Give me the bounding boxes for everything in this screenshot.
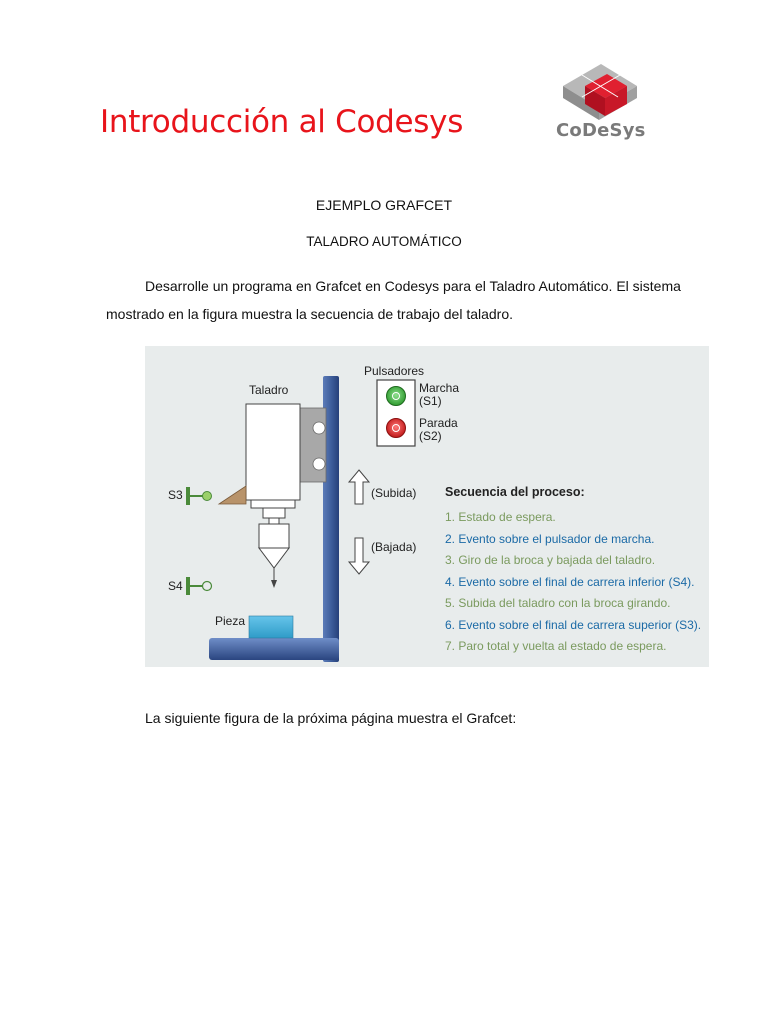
- sequence-step: 6. Evento sobre el final de carrera superior (S3).: [445, 617, 702, 632]
- bracket-plate: [300, 408, 326, 482]
- piece-label: Pieza: [215, 614, 246, 628]
- next-figure-paragraph: [106, 704, 686, 732]
- pushbutton-panel: [377, 380, 415, 446]
- page-title: Introducción al Codesys: [100, 104, 464, 140]
- down-arrow-icon: [349, 538, 369, 574]
- sequence-step: 3. Giro de la broca y bajada del taladro.: [445, 553, 656, 567]
- intro-paragraph: [106, 272, 686, 328]
- s4-label: S4: [168, 579, 183, 593]
- down-label: (Bajada): [371, 540, 417, 554]
- section-subtitle: TALADRO AUTOMÁTICO: [306, 234, 462, 249]
- sequence-step: 4. Evento sobre el final de carrera inferior (S4).: [445, 574, 695, 589]
- section-heading: EJEMPLO GRAFCET: [315, 197, 453, 213]
- sequence-step: 7. Paro total y vuelta al estado de espera.: [445, 639, 667, 653]
- sequence-step: 5. Subida del taladro con la broca girando.: [445, 596, 671, 610]
- sequence-title: Secuencia del proceso:: [445, 485, 585, 499]
- intro-text: Desarrolle un programa en Grafcet en Codesys para el Taladro Automático. El sistema mostrado en la figura muestra la secuencia de trabajo del taladro.: [106, 278, 681, 322]
- base: [209, 638, 339, 660]
- sequence-step: 1. Estado de espera.: [445, 510, 556, 524]
- s3-cam: [219, 486, 246, 504]
- drill-figure: [145, 346, 709, 667]
- s4-switch-icon: [186, 577, 212, 595]
- up-arrow-icon: [349, 470, 369, 504]
- s3-switch-icon: [186, 487, 212, 505]
- sequence-list: [445, 510, 701, 661]
- stop-id-label: (S2): [419, 429, 442, 443]
- start-label: Marcha: [419, 381, 460, 395]
- logo-text: CoDeSys: [556, 120, 646, 141]
- piece-block: [249, 616, 293, 638]
- s3-label: S3: [168, 488, 183, 502]
- next-figure-text: La siguiente figura de la próxima página muestra el Grafcet:: [145, 710, 517, 726]
- drill-body: [246, 404, 300, 588]
- start-id-label: (S1): [419, 394, 442, 408]
- stop-label: Parada: [419, 416, 458, 430]
- buttons-label: Pulsadores: [364, 364, 425, 378]
- sequence-step: 2. Evento sobre el pulsador de marcha.: [445, 531, 655, 546]
- drill-label: Taladro: [249, 383, 289, 397]
- up-label: (Subida): [371, 486, 417, 500]
